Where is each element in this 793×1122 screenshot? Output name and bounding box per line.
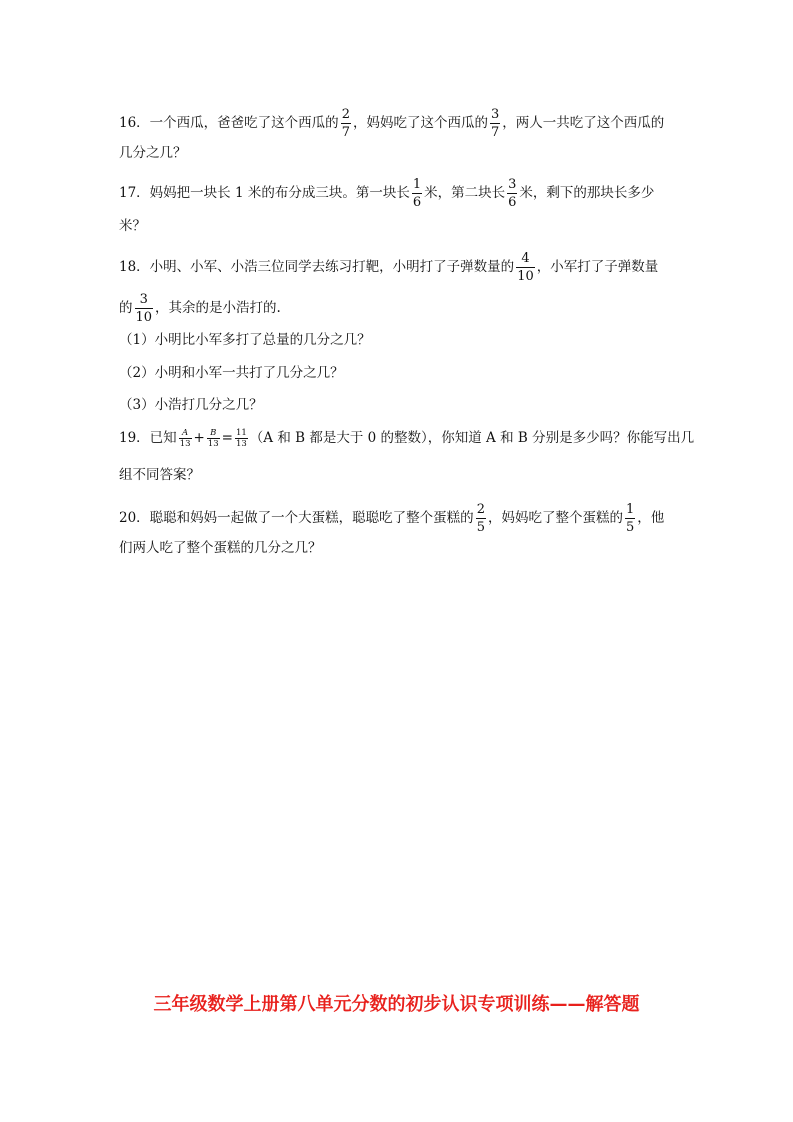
numerator: B (210, 427, 217, 438)
question-18-line-2 (119, 293, 281, 324)
numerator: 1 (412, 177, 422, 192)
question-16-line-1 (119, 108, 664, 139)
denominator: 13 (179, 439, 191, 449)
equals-sign: = (221, 430, 233, 446)
plus-sign: + (193, 430, 205, 446)
numerator: A (182, 427, 189, 438)
question-18-text: ，其余的是小浩打的. (155, 300, 281, 316)
numerator: 3 (490, 107, 500, 122)
numerator: 4 (521, 251, 530, 266)
question-19-line-1 (119, 428, 694, 449)
fraction (135, 293, 154, 324)
question-17-text: 米，剩下的那块长多少 (519, 185, 655, 201)
denominator: 10 (135, 310, 153, 325)
numerator: 2 (476, 502, 485, 517)
numerator: 3 (139, 292, 148, 307)
fraction (476, 503, 486, 534)
denominator: 6 (412, 195, 422, 210)
denominator: 5 (625, 520, 635, 535)
numerator: 11 (235, 427, 247, 438)
numerator: 3 (508, 177, 517, 192)
denominator: 7 (490, 125, 500, 140)
question-19-line-2: 组不同答案？ (119, 467, 200, 483)
fraction (207, 429, 220, 449)
fraction (625, 503, 635, 534)
question-18-sub-2: （2）小明和小军一共打了几分之几？ (119, 365, 344, 381)
fraction (179, 429, 192, 449)
question-18-line-1 (119, 252, 658, 283)
fraction (507, 178, 517, 209)
question-20-text: ，妈妈吃了整个蛋糕的 (487, 510, 623, 526)
question-18-sub-1: （1）小明比小军多打了总量的几分之几？ (119, 332, 371, 348)
denominator: 10 (517, 269, 534, 284)
fraction (341, 108, 351, 139)
fraction (235, 429, 248, 449)
denominator: 6 (508, 195, 517, 210)
question-16-text: ，两人一共吃了这个西瓜的 (502, 115, 665, 131)
fraction (516, 252, 535, 283)
question-20-text: ，他 (637, 510, 665, 526)
fraction (412, 178, 422, 209)
question-16-text: 16．一个西瓜，爸爸吃了这个西瓜的 (119, 115, 339, 131)
question-18-sub-3: （3）小浩打几分之几？ (119, 397, 263, 413)
denominator: 7 (341, 125, 350, 140)
question-19-text: （A 和 B 都是大于 0 的整数），你知道 A 和 B 分别是多少吗？你能写出几 (249, 430, 695, 446)
denominator: 13 (207, 439, 219, 449)
question-17-line-2: 米？ (119, 218, 146, 234)
question-20-text: 20．聪聪和妈妈一起做了一个大蛋糕，聪聪吃了整个蛋糕的 (119, 510, 474, 526)
question-18-text: 18．小明、小军、小浩三位同学去练习打靶，小明打了子弹数量的 (119, 259, 515, 275)
question-17-text: 17．妈妈把一块长 1 米的布分成三块。第一块长 (119, 185, 410, 201)
fraction (490, 108, 500, 139)
denominator: 13 (235, 439, 247, 449)
question-17-line-1 (119, 178, 654, 209)
question-18-text: 的 (119, 300, 133, 316)
question-20-line-2: 们两人吃了整个蛋糕的几分之几？ (119, 540, 322, 556)
question-20-line-1 (119, 503, 664, 534)
denominator: 5 (476, 520, 485, 535)
question-16-text: ，妈妈吃了这个西瓜的 (352, 115, 488, 131)
question-16-line-2: 几分之几？ (119, 145, 187, 161)
worksheet-title: 三年级数学上册第八单元分数的初步认识专项训练——解答题 (153, 994, 640, 1015)
numerator: 1 (625, 502, 635, 517)
numerator: 2 (341, 107, 350, 122)
question-17-text: 米，第二块长 (424, 185, 506, 201)
question-19-text: 19．已知 (119, 430, 177, 446)
question-18-text: ，小军打了子弹数量 (536, 259, 659, 275)
